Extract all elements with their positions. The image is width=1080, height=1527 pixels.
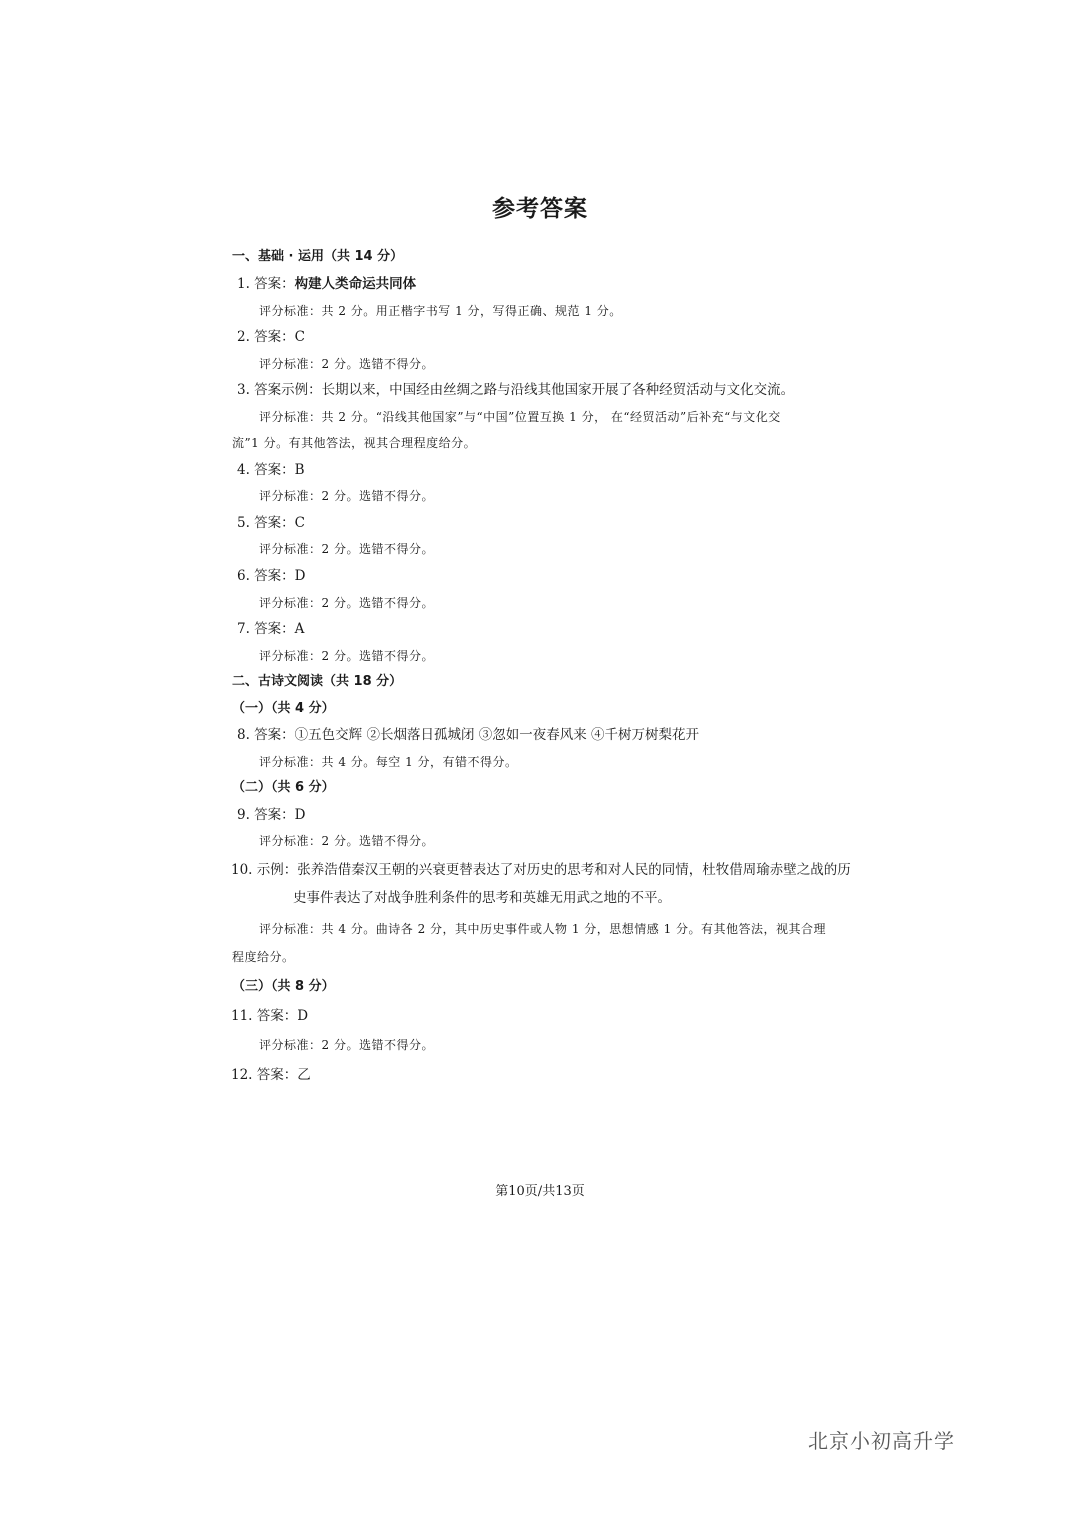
criteria-10: 评分标准：共 4 分。曲诗各 2 分，其中历史事件或人物 1 分，思想情感 1 分。有其他答法，视其合理: [259, 922, 827, 936]
answer-10: 10. 示例：张养浩借秦汉王朝的兴衰更替表达了对历史的思考和对人民的同情，杜牧借周瑜赤壁之战的历: [231, 862, 851, 878]
answer-9: 9. 答案：D: [237, 807, 306, 823]
criteria-5: 评分标准：2 分。选错不得分。: [259, 542, 434, 556]
page-title: 参考答案: [492, 196, 588, 222]
criteria-6: 评分标准：2 分。选错不得分。: [259, 596, 434, 610]
watermark: 北京小初高升学: [808, 1429, 955, 1453]
answer-2: 2. 答案：C: [237, 329, 306, 345]
page-number: 第10页/共13页: [495, 1184, 585, 1199]
criteria-11: 评分标准：2 分。选错不得分。: [259, 1038, 434, 1052]
answer-6: 6. 答案：D: [237, 568, 306, 584]
criteria-8: 评分标准：共 4 分。每空 1 分，有错不得分。: [259, 755, 518, 769]
criteria-3: 评分标准：共 2 分。“沿线其他国家”与“中国”位置互换 1 分， 在“经贸活动”后补充“与文化交: [259, 410, 781, 424]
section-heading-2: 二、古诗文阅读（共 18 分）: [232, 674, 403, 689]
criteria-10-cont: 程度给分。: [232, 950, 295, 964]
criteria-4: 评分标准：2 分。选错不得分。: [259, 489, 434, 503]
section-heading-1: 一、基础 · 运用（共 14 分）: [232, 249, 404, 264]
answer-12: 12. 答案：乙: [231, 1067, 311, 1083]
answer-1-text: 构建人类命运共同体: [294, 276, 417, 292]
answer-11: 11. 答案：D: [231, 1008, 309, 1024]
subsection-heading-1: （一）（共 4 分）: [232, 701, 335, 716]
answer-1-label: 1. 答案：: [237, 276, 295, 292]
answer-10-cont: 史事件表达了对战争胜利条件的思考和英雄无用武之地的不平。: [293, 890, 671, 906]
answer-7: 7. 答案：A: [237, 621, 305, 637]
criteria-3-cont: 流”1 分。有其他答法，视其合理程度给分。: [232, 436, 477, 450]
answer-1: [237, 275, 416, 293]
answer-8: 8. 答案：①五色交辉 ②长烟落日孤城闭 ③忽如一夜春风来 ④千树万树梨花开: [237, 727, 700, 743]
criteria-1: 评分标准：共 2 分。用正楷字书写 1 分，写得正确、规范 1 分。: [259, 304, 622, 318]
subsection-heading-3: （三）（共 8 分）: [232, 979, 335, 994]
answer-3: 3. 答案示例：长期以来，中国经由丝绸之路与沿线其他国家开展了各种经贸活动与文化交流。: [237, 382, 795, 398]
subsection-heading-2: （二）（共 6 分）: [232, 780, 335, 795]
criteria-9: 评分标准：2 分。选错不得分。: [259, 834, 434, 848]
answer-4: 4. 答案：B: [237, 462, 305, 478]
answer-5: 5. 答案：C: [237, 515, 306, 531]
criteria-7: 评分标准：2 分。选错不得分。: [259, 649, 434, 663]
criteria-2: 评分标准：2 分。选错不得分。: [259, 357, 434, 371]
